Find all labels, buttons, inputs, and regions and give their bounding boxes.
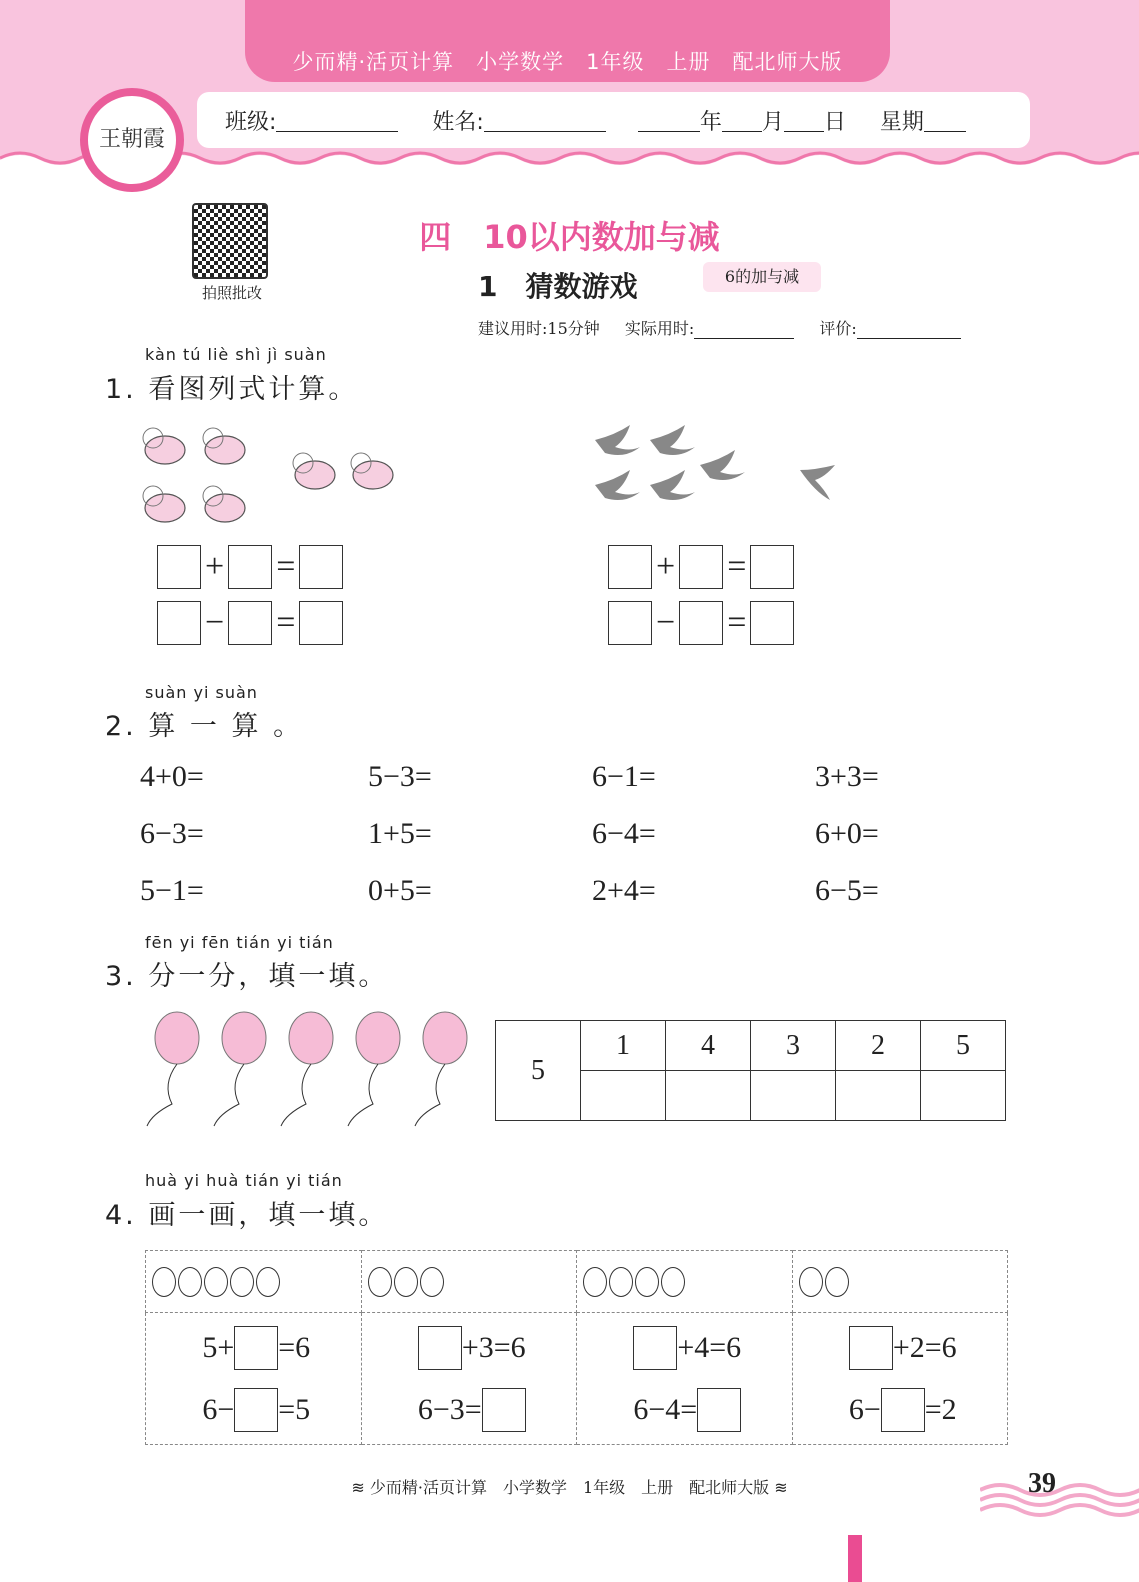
q2-title: 2. 算 一 算 。 bbox=[105, 711, 304, 742]
page-number: 39 bbox=[1028, 1468, 1056, 1499]
answer-box[interactable] bbox=[418, 1326, 462, 1370]
part-cell: 1 bbox=[581, 1021, 666, 1071]
bees-illustration bbox=[135, 420, 405, 535]
calc-problem: 1+5= bbox=[368, 817, 432, 850]
circle-icon bbox=[799, 1267, 823, 1297]
time-info bbox=[478, 316, 961, 339]
series-title: 少而精·活页计算 小学数学 1年级 上册 配北师大版 bbox=[292, 50, 843, 74]
answer-box[interactable] bbox=[299, 545, 343, 589]
calc-problem: 6−1= bbox=[592, 760, 656, 793]
balloon bbox=[214, 1012, 266, 1126]
answer-box[interactable] bbox=[697, 1388, 741, 1432]
cell-4 bbox=[792, 1313, 1008, 1445]
circle-cell[interactable] bbox=[361, 1251, 577, 1313]
answer-box[interactable] bbox=[608, 601, 652, 645]
answer-box[interactable] bbox=[228, 545, 272, 589]
answer-box[interactable] bbox=[157, 601, 201, 645]
answer-box[interactable] bbox=[633, 1326, 677, 1370]
plus-sign: + bbox=[656, 548, 676, 585]
year-label: 年 bbox=[699, 109, 722, 135]
answer-box[interactable] bbox=[228, 601, 272, 645]
calc-problem: 6−3= bbox=[140, 817, 204, 850]
equals-sign: = bbox=[727, 604, 747, 641]
calc-problem: 3+3= bbox=[815, 760, 879, 793]
eq-text: 6−3= bbox=[417, 1392, 482, 1426]
total-cell: 5 bbox=[496, 1021, 581, 1121]
answer-cell[interactable] bbox=[836, 1071, 921, 1121]
calc-problem: 5−1= bbox=[140, 874, 204, 907]
eq-text: =6 bbox=[278, 1330, 311, 1364]
circle-icon bbox=[152, 1267, 176, 1297]
circle-icon bbox=[420, 1267, 444, 1297]
equals-sign: = bbox=[727, 548, 747, 585]
answer-box[interactable] bbox=[750, 601, 794, 645]
answer-box[interactable] bbox=[234, 1326, 278, 1370]
answer-box[interactable] bbox=[482, 1388, 526, 1432]
rating-field[interactable] bbox=[857, 321, 961, 339]
circle-icon bbox=[825, 1267, 849, 1297]
answer-box[interactable] bbox=[679, 601, 723, 645]
circle-icon bbox=[178, 1267, 202, 1297]
circle-icon bbox=[204, 1267, 228, 1297]
calc-problem: 4+0= bbox=[140, 760, 204, 793]
q3-pinyin: fēn yi fēn tián yi tián bbox=[145, 933, 334, 952]
month-field[interactable] bbox=[722, 108, 762, 132]
swallows-illustration bbox=[590, 420, 855, 510]
answer-box[interactable] bbox=[157, 545, 201, 589]
eq-text: +2=6 bbox=[892, 1330, 957, 1364]
eq-text: +4=6 bbox=[677, 1330, 742, 1364]
weekday-field[interactable] bbox=[924, 108, 966, 132]
name-label: 姓名: bbox=[432, 109, 484, 135]
qr-label: 拍照批改 bbox=[201, 284, 262, 302]
balloon bbox=[415, 1012, 467, 1126]
q1-title: 1. 看图列式计算。 bbox=[105, 374, 359, 405]
equals-sign: = bbox=[276, 604, 296, 641]
circle-cell[interactable] bbox=[792, 1251, 1008, 1313]
q2-pinyin: suàn yi suàn bbox=[145, 683, 258, 702]
answer-box[interactable] bbox=[234, 1388, 278, 1432]
circle-icon bbox=[230, 1267, 254, 1297]
name-field[interactable] bbox=[484, 108, 606, 132]
part-cell: 5 bbox=[921, 1021, 1006, 1071]
plus-sign: + bbox=[205, 548, 225, 585]
actual-time-label: 实际用时: bbox=[624, 319, 695, 338]
equals-sign: = bbox=[276, 548, 296, 585]
answer-box[interactable] bbox=[881, 1388, 925, 1432]
pink-marker bbox=[848, 1535, 862, 1582]
answer-box[interactable] bbox=[849, 1326, 893, 1370]
decomposition-table bbox=[495, 1020, 1006, 1121]
circle-cell[interactable] bbox=[577, 1251, 793, 1313]
eq-text: 6−4= bbox=[633, 1392, 698, 1426]
circle-icon bbox=[661, 1267, 685, 1297]
answer-box[interactable] bbox=[750, 545, 794, 589]
circle-icon bbox=[256, 1267, 280, 1297]
q1-left-equations bbox=[157, 545, 343, 645]
calc-problem: 0+5= bbox=[368, 874, 432, 907]
part-cell: 2 bbox=[836, 1021, 921, 1071]
eq-text: 6− bbox=[848, 1392, 881, 1426]
circle-icon bbox=[394, 1267, 418, 1297]
brand-logo: 王朝霞 bbox=[80, 88, 184, 192]
q1-pinyin: kàn tú liè shì jì suàn bbox=[145, 345, 327, 364]
lesson-tag: 6的加与减 bbox=[703, 262, 821, 292]
balloon bbox=[348, 1012, 400, 1126]
eq-text: =2 bbox=[924, 1392, 957, 1426]
eq-text: =5 bbox=[278, 1392, 311, 1426]
student-info-bar bbox=[197, 92, 1030, 148]
unit-title: 四 10以内数加与减 bbox=[419, 218, 720, 256]
month-label: 月 bbox=[761, 109, 784, 135]
class-label: 班级: bbox=[225, 109, 277, 135]
weekday-label: 星期 bbox=[879, 109, 924, 135]
minus-sign: − bbox=[205, 604, 225, 641]
answer-cell[interactable] bbox=[751, 1071, 836, 1121]
eq-text: +3=6 bbox=[461, 1330, 526, 1364]
answer-box[interactable] bbox=[299, 601, 343, 645]
calc-problem: 6+0= bbox=[815, 817, 879, 850]
day-label: 日 bbox=[823, 109, 846, 135]
q1-right-equations bbox=[608, 545, 794, 645]
page-wave-decoration bbox=[980, 1478, 1139, 1518]
cell-2 bbox=[361, 1313, 577, 1445]
q4-title: 4. 画一画，填一填。 bbox=[105, 1200, 389, 1231]
answer-cell[interactable] bbox=[666, 1071, 751, 1121]
calc-problem: 5−3= bbox=[368, 760, 432, 793]
eq-text: 6− bbox=[202, 1392, 235, 1426]
circle-icon bbox=[368, 1267, 392, 1297]
footer-text: ≋ 少而精·活页计算 小学数学 1年级 上册 配北师大版 ≋ bbox=[351, 1478, 788, 1497]
circle-cell[interactable] bbox=[146, 1251, 362, 1313]
circle-icon bbox=[609, 1267, 633, 1297]
suggested-time: 建议用时:15分钟 bbox=[478, 319, 600, 338]
class-field[interactable] bbox=[276, 108, 398, 132]
eq-text: 5+ bbox=[202, 1330, 235, 1364]
part-cell: 3 bbox=[751, 1021, 836, 1071]
answer-box[interactable] bbox=[679, 545, 723, 589]
answer-cell[interactable] bbox=[581, 1071, 666, 1121]
q3-title: 3. 分一分，填一填。 bbox=[105, 961, 389, 992]
calc-problem: 6−4= bbox=[592, 817, 656, 850]
calc-problem: 6−5= bbox=[815, 874, 879, 907]
lesson-title: 1 猜数游戏 bbox=[478, 270, 638, 303]
balloons-illustration bbox=[135, 1008, 485, 1133]
circle-icon bbox=[635, 1267, 659, 1297]
actual-time-field[interactable] bbox=[694, 321, 794, 339]
answer-box[interactable] bbox=[608, 545, 652, 589]
rating-label: 评价: bbox=[819, 319, 857, 338]
cell-3 bbox=[577, 1313, 793, 1445]
circle-icon bbox=[583, 1267, 607, 1297]
calc-problem: 2+4= bbox=[592, 874, 656, 907]
draw-fill-table bbox=[145, 1250, 1008, 1445]
cell-1 bbox=[146, 1313, 362, 1445]
day-field[interactable] bbox=[784, 108, 824, 132]
q4-pinyin: huà yi huà tián yi tián bbox=[145, 1171, 343, 1190]
year-field[interactable] bbox=[638, 108, 700, 132]
balloon bbox=[281, 1012, 333, 1126]
minus-sign: − bbox=[656, 604, 676, 641]
answer-cell[interactable] bbox=[921, 1071, 1006, 1121]
part-cell: 4 bbox=[666, 1021, 751, 1071]
balloon bbox=[147, 1012, 199, 1126]
